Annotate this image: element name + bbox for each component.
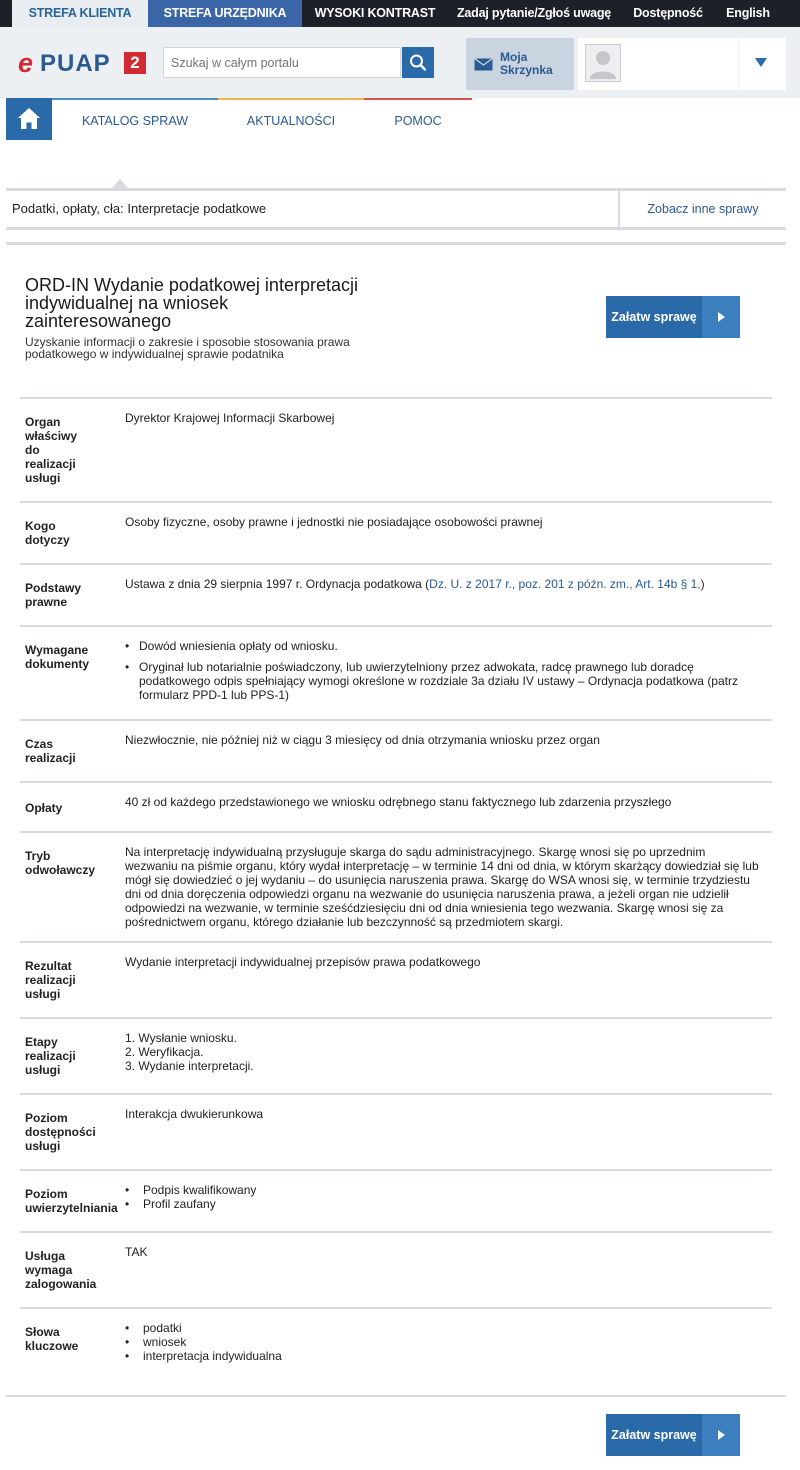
- inbox-label: Moja Skrzynka: [500, 50, 553, 77]
- detail-value: [125, 627, 772, 702]
- inbox-button[interactable]: [466, 38, 574, 90]
- caret-up-icon: [112, 179, 128, 188]
- category-bar: [6, 188, 786, 230]
- page-title: ORD-IN Wydanie podatkowej interpretacji indywidualnej na wniosek zainteresowanego: [25, 275, 358, 331]
- detail-label: Czas realizacji: [20, 721, 114, 783]
- list-item: 3. Wydanie interpretacji.: [125, 1059, 254, 1073]
- home-icon: [6, 98, 52, 140]
- logo-e: e: [18, 48, 34, 78]
- detail-row-podstawy: [20, 563, 772, 625]
- main-nav: [0, 98, 800, 140]
- list-item: 1. Wysłanie wniosku.: [125, 1031, 237, 1045]
- handle-case-button-bottom[interactable]: [606, 1414, 740, 1456]
- avatar[interactable]: [585, 44, 621, 82]
- detail-row-kogo: [20, 501, 772, 563]
- list-item: • Podpis kwalifikowany: [125, 1183, 772, 1197]
- detail-row-oplaty: [20, 781, 772, 831]
- list-item: • Dowód wniesienia opłaty od wniosku.: [125, 639, 772, 653]
- play-arrow-icon: [702, 1414, 740, 1456]
- page-subtitle: Uzyskanie informacji o zakresie i sposobie stosowania prawa podatkowego w indywidualnej sprawie podatnika: [25, 335, 350, 361]
- detail-value: Niezwłocznie, nie później niż w ciągu 3 miesięcy od dnia otrzymania wniosku przez organ: [125, 733, 600, 747]
- detail-value: Interakcja dwukierunkowa: [125, 1107, 264, 1121]
- handle-case-label: Załatw sprawę: [611, 1428, 697, 1442]
- detail-label: Etapy realizacji usługi: [20, 1019, 114, 1095]
- user-menu-dropdown[interactable]: [739, 38, 786, 90]
- detail-label: Rezultat realizacji usługi: [20, 943, 114, 1019]
- detail-label: Poziom dostępności usługi: [20, 1095, 114, 1171]
- nav-pomoc[interactable]: POMOC: [364, 98, 472, 140]
- detail-row-wymagane: [20, 625, 772, 719]
- list-item: • Oryginał lub notarialnie poświadczony, lub uwierzytelniony przez adwokata, radcę prawnego lub doradcę podatkowego odpis spełniający wymogi określone w rozdziale 3a działu IV ustawy – Ordynacja podatkowa (patrz formularz PPD-1 lub PPS-1): [125, 660, 772, 702]
- detail-label: Poziom uwierzytelniania: [20, 1171, 114, 1233]
- detail-row-rezultat: [20, 941, 772, 1017]
- user-icon: [586, 45, 620, 81]
- detail-value: Dyrektor Krajowej Informacji Skarbowej: [125, 411, 335, 425]
- detail-row-wymaga-zalogowania: [20, 1231, 772, 1307]
- list-item: • podatki: [125, 1321, 772, 1335]
- category-label: Podatki, opłaty, cła: Interpretacje podatkowe: [12, 201, 267, 216]
- detail-value: [125, 1019, 772, 1073]
- list-item: • Profil zaufany: [125, 1197, 772, 1211]
- detail-value: Ustawa z dnia 29 sierpnia 1997 r. Ordynacja podatkowa (Dz. U. z 2017 r., poz. 201 z późn. zm., Art. 14b § 1,): [125, 577, 705, 591]
- detail-label: Opłaty: [20, 783, 114, 833]
- detail-value: [125, 1309, 772, 1363]
- legal-basis-link[interactable]: Dz. U. z 2017 r., poz. 201 z późn. zm., Art. 14b § 1,: [429, 577, 701, 591]
- tab-strefa-klienta[interactable]: STREFA KLIENTA: [12, 0, 148, 27]
- envelope-icon: [474, 58, 493, 71]
- epuap-logo[interactable]: [18, 50, 148, 76]
- detail-row-poziom-dostepnosci: [20, 1093, 772, 1169]
- detail-label: Podstawy prawne: [20, 565, 114, 627]
- play-arrow-icon: [702, 296, 740, 338]
- search-button[interactable]: [402, 47, 434, 78]
- accessibility-link[interactable]: Dostępność: [633, 6, 703, 20]
- nav-katalog-spraw[interactable]: KATALOG SPRAW: [52, 98, 218, 140]
- detail-row-tryb: [20, 831, 772, 941]
- detail-label: Słowa kluczowe: [20, 1309, 114, 1379]
- detail-value: Osoby fizyczne, osoby prawne i jednostki nie posiadające osobowości prawnej: [125, 515, 543, 529]
- detail-value: [125, 1171, 772, 1211]
- divider: [6, 1395, 786, 1397]
- search-box: [163, 47, 401, 78]
- search-input[interactable]: [164, 48, 400, 77]
- detail-value: Wydanie interpretacji indywidualnej przepisów prawa podatkowego: [125, 955, 481, 969]
- detail-label: Usługa wymaga zalogowania: [20, 1233, 114, 1309]
- logo-2-badge: 2: [124, 52, 146, 74]
- service-details: [20, 397, 772, 1377]
- logo-puap: PUAP: [40, 50, 111, 77]
- list-item: • wniosek: [125, 1335, 772, 1349]
- detail-value: TAK: [125, 1245, 148, 1259]
- detail-row-organ: [20, 397, 772, 501]
- detail-label: Tryb odwoławczy: [20, 833, 114, 943]
- home-button[interactable]: [6, 98, 52, 140]
- header: [0, 27, 800, 98]
- search-icon: [402, 47, 434, 78]
- english-link[interactable]: English: [726, 6, 770, 20]
- detail-row-czas: [20, 719, 772, 781]
- list-item: • interpretacja indywidualna: [125, 1349, 772, 1363]
- handle-case-button[interactable]: [606, 296, 740, 338]
- ask-question-link[interactable]: Zadaj pytanie/Zgłoś uwagę: [456, 6, 612, 20]
- detail-label: Organ właściwy do realizacji usługi: [20, 399, 114, 503]
- detail-label: Wymagane dokumenty: [20, 627, 114, 721]
- tab-strefa-urzednika[interactable]: STREFA URZĘDNIKA: [148, 0, 302, 27]
- top-bar: [0, 0, 800, 27]
- detail-row-slowa-kluczowe: [20, 1307, 772, 1377]
- list-item: 2. Weryfikacja.: [125, 1045, 204, 1059]
- high-contrast-link[interactable]: WYSOKI KONTRAST: [314, 6, 436, 20]
- detail-value: Na interpretację indywidualną przysługuje skarga do sądu administracyjnego. Skargę wnosi się po uprzednim wezwaniu na piśmie organu, który wydał interpretację – w terminie 14 dni od dnia, w którym skarżący dowiedział się lub mógł się dowiedzieć o jej wydaniu – do usunięcia naruszenia prawa. Skargę do WSA wnosi się, w terminie trzydziestu dni od dnia doręczenia odpowiedzi organu na wezwanie do usunięcia naruszenia prawa, a jeżeli organ nie udzielił odpowiedzi na wezwanie, w terminie sześćdziesięciu dni od dnia wniesienia tego wezwania. Skargę wnosi się za pośrednictwem organu, którego działanie lub bezczynność są przedmiotem skargi.: [125, 845, 759, 929]
- detail-row-poziom-uwierzytelniania: [20, 1169, 772, 1231]
- divider: [6, 242, 786, 245]
- chevron-down-icon: [755, 58, 767, 67]
- user-box[interactable]: [578, 38, 738, 90]
- see-other-cases-link[interactable]: Zobacz inne sprawy: [647, 202, 759, 216]
- detail-row-etapy: [20, 1017, 772, 1093]
- nav-aktualnosci[interactable]: AKTUALNOŚCI: [218, 98, 364, 140]
- detail-value: 40 zł od każdego przedstawionego we wniosku odrębnego stanu faktycznego lub zdarzenia przyszłego: [125, 795, 672, 809]
- detail-label: Kogo dotyczy: [20, 503, 114, 565]
- handle-case-label: Załatw sprawę: [611, 310, 697, 324]
